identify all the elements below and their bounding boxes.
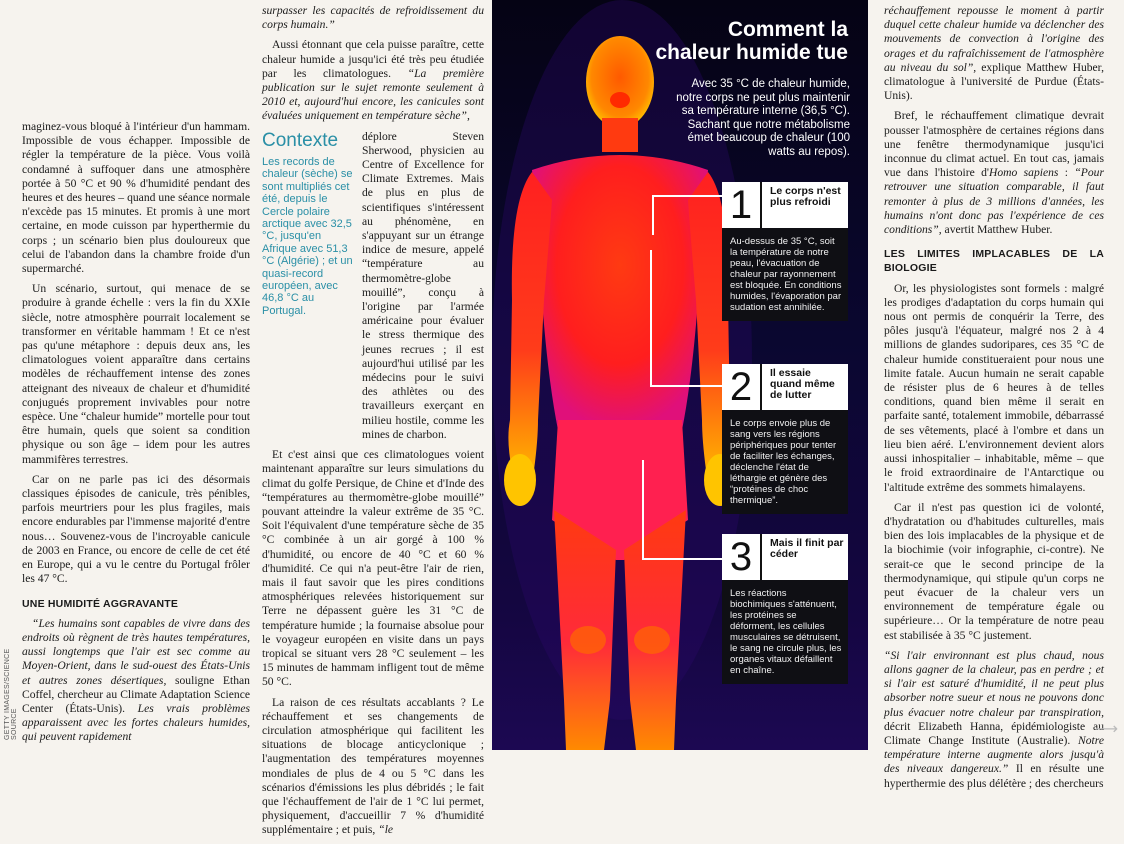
context-text: Les records de chaleur (sèche) se sont multipliés cet été, depuis le Cercle polaire arctique avec 32,5 °C, jusqu'en Afrique avec 51,3 °C (Algérie) ; et un quasi-record européen, avec 46,8 °C au Portugal. bbox=[262, 156, 353, 317]
quote: Les vrais problèmes apparaissent avec les fortes chaleurs humides, qui peuvent rapidement bbox=[22, 701, 250, 744]
step-number: 3 bbox=[722, 534, 760, 580]
quote: “Si l'air environnant est plus chaud, nous allons gagner de la chaleur, pas en perdre ; et si l'air est saturé d'humidité, il ne peut plus absorber notre sueur et nous ne pouvons donc plus évacuer notre chaleur par transpiration, bbox=[884, 648, 1104, 719]
text: Il en résulte une hyperthermie des plus délétère ; des chercheurs bbox=[884, 762, 1104, 790]
quote: “La première publication sur le sujet remonte seulement à 2010 et, aujourd'hui encore, les canicules sont évaluées uniquement en température sèche”, bbox=[262, 66, 484, 123]
photo-credit: GETTY IMAGES/SCIENCE SOURCE bbox=[4, 648, 18, 740]
step-text: Au-dessus de 35 °C, soit la température de notre peau, l'évacuation de chaleur par rayonnement est bloquée. En conditions humides, l'évaporation par sudation est annihilée. bbox=[722, 228, 848, 321]
quote: “Les humains sont capables de vivre dans des endroits où règnent de très hautes températures, aussi longtemps que l'air est sec comme au Moyen-Orient, dans le sud-ouest des États-Unis et autres zones désertiques, bbox=[22, 616, 250, 687]
paragraph: Car il n'est pas question ici de volonté, d'hydratation ou d'habitudes culturelles, mais bien des lois implacables de la physique et de la biochimie (voir infographie, ci-contre). Ne serait-ce que le second principe de la thermodynamique, qui stipule qu'un corps ne peut évacuer de la chaleur vers un environnement de température égale ou supérieure… Or la température de notre peau est stabilisée à 35 °C justement. bbox=[884, 500, 1104, 642]
article-column-1 bbox=[22, 120, 250, 751]
leader-line bbox=[650, 385, 722, 387]
section-heading: LES LIMITES IMPLACABLES DE LA BIOLOGIE bbox=[884, 248, 1104, 275]
context-box bbox=[262, 130, 358, 317]
step-1-box bbox=[722, 182, 848, 321]
infographic-title: Comment la chaleur humide tue bbox=[655, 18, 848, 64]
infographic-intro: Avec 35 °C de chaleur humide, notre corps ne peut plus maintenir sa température interne (36,5 °C). Sachant que notre métabolisme émet beaucoup de chaleur (100 watts au repos). bbox=[676, 78, 850, 158]
paragraph bbox=[884, 4, 1104, 103]
article-column-3 bbox=[884, 4, 1104, 797]
leader-line bbox=[642, 558, 722, 560]
leader-line bbox=[652, 195, 722, 197]
paragraph: Car on ne parle pas ici des désormais classiques épisodes de canicule, très pénibles, parfois meurtriers pour les plus fragiles, mais encore endurables par l'immense majorité d'entre nous… Souvenez-vous de l'incroyable canicule de 2003 en France, ou encore de celle de cet été en Europe, qui a vu le centre du Portugal frôler les 47 °C. bbox=[22, 472, 250, 586]
step-3-box bbox=[722, 534, 848, 684]
attribution: décrit Elizabeth Hanna, épidémiologiste au Climate Change Institute (Australie). bbox=[884, 719, 1104, 747]
text: : bbox=[1058, 166, 1075, 180]
paragraph: déplore Steven Sherwood, physicien au Centre of Excellence for Climate Extremes. Mais de plus en plus de scientifiques s'intéressent au phénomène, en s'appuyant sur un étrange indice de mesure, appelé “température au thermomètre-globe mouillé”, conçu à l'origine par l'armée américaine pour évaluer le stress thermique des jeunes recrues ; il est aujourd'hui utilisé par les médecins pour le suivi des athlètes ou des travailleurs exerçant en milieu hostile, comme les mines de charbon. bbox=[362, 129, 484, 441]
step-2-box bbox=[722, 364, 848, 514]
quote: réchauffement repousse le moment à partir duquel cette chaleur humide va déclencher des mouvements de convection à l'origine des orages et du rafraîchissement de l'atmosphère au niveau du sol”, bbox=[884, 4, 1104, 74]
quote: surpasser les capacités de refroidissement du corps humain.” bbox=[262, 4, 484, 32]
quote: Notre température interne augmente alors jusqu'à des niveaux dangereux.” bbox=[884, 733, 1104, 776]
attribution: explique Matthew Huber, climatologue à l'université de Purdue (États-Unis). bbox=[884, 60, 1104, 103]
step-number: 2 bbox=[722, 364, 760, 410]
step-label: Le corps n'est plus refroidi bbox=[760, 182, 848, 228]
text: Bref, le réchauffement climatique devrait pousser l'atmosphère de certaines régions dans une fenêtre thermodynamique jusqu'ici inconnue du climat actuel. En tout cas, jamais vue dans l'histoire d' bbox=[884, 109, 1104, 180]
paragraph bbox=[262, 696, 484, 838]
attribution: avertit Matthew Huber. bbox=[941, 223, 1053, 237]
text: La raison de ces résultats accablants ? Le réchauffement et ses changements de circulation atmosphérique qui facilitent les situations de blocage anticyclonique ; l'augmentation des températures moyennes mondiales de plus de 4 ou 5 °C dans les scénarios d'émissions les plus débridés ; le fait que l'échauffement de l'air de 1 °C lui permet, physiquement, d'accueillir 7 % d'humidité supplémentaire ; et puis, bbox=[262, 695, 484, 837]
step-number: 1 bbox=[722, 182, 760, 228]
quote: “Pour retrouver une situation comparable, il faut remonter à plus de 3 millions d'années, les humains n'ont donc pas l'expérience de ces conditions”, bbox=[884, 166, 1104, 237]
step-label: Mais il finit par céder bbox=[760, 534, 848, 580]
context-title: Contexte bbox=[262, 130, 339, 151]
leader-line bbox=[652, 195, 654, 235]
paragraph: Et c'est ainsi que ces climatologues voient maintenant apparaître sur leurs simulations du climat du golfe Persique, de Chine et d'Inde des “températures au thermomètre-globe mouillé” pouvant atteindre la valeur extrême de 35 °C. Soit l'équivalent d'une température sèche de 35 °C combinée à un air gorgé à 100 % d'humidité, ou encore de 40 °C et 60 % d'humidité. Ce qui n'a peut-être l'air de rien, mais il faut savoir que les pires conditions atmosphériques relevées historiquement sur Terre ne dépassent guère les 31 °C de température humide ; la fournaise absolue pour le voyageur européen en visite dans un pays tropical se situant vers 28 °C seulement – les 15 minutes de hammam infligent tout de même 50 °C. bbox=[262, 448, 484, 689]
paragraph bbox=[22, 617, 250, 745]
step-text: Les réactions biochimiques s'atténuent, les protéines se déforment, les cellules musculaires se détruisent, le sang ne circule plus, les organes vitaux défaillent en chaîne. bbox=[722, 580, 848, 684]
paragraph bbox=[884, 649, 1104, 791]
paragraph: maginez-vous bloqué à l'intérieur d'un hammam. Impossible de vous échapper. Impossible de régler la température de la pièce. Vous voilà condamné à suffoquer dans une atmosphère portée à 50 °C et 90 % d'humidité pendant des heures et des heures – quand une séance normale n'excède pas 15 minutes. Et promis à une mort certaine, en mode cuisson par hyperthermie du corps ; un scénario bien plus douloureux que celui de l'abandon dans la chambre froide d'un supermarché. bbox=[22, 120, 250, 276]
quote: “le bbox=[375, 823, 394, 837]
arrow-right-icon[interactable]: ⟶ bbox=[1095, 719, 1118, 738]
section-heading: UNE HUMIDITÉ AGGRAVANTE bbox=[22, 597, 179, 610]
paragraph bbox=[262, 38, 484, 123]
step-text: Le corps envoie plus de sang vers les régions périphériques pour tenter de faciliter les échanges, déclenche l'état de léthargie et génère des “protéines de choc thermique”. bbox=[722, 410, 848, 514]
thermal-infographic bbox=[492, 0, 868, 750]
leader-line bbox=[642, 460, 644, 560]
step-label: Il essaie quand même de lutter bbox=[760, 364, 848, 410]
leader-line bbox=[650, 250, 652, 385]
attribution: souligne Ethan Coffel, chercheur au Climate Adaptation Science Center (États-Unis). bbox=[22, 673, 250, 715]
paragraph: Or, les physiologistes sont formels : malgré les prodiges d'adaptation du corps humain qui nous ont permis de conquérir la Terre, des pôles jusqu'à l'équateur, malgré nos 2 à 4 millions de glandes sudoripares, ces 35 °C de chaleur humide constitueraient pour nous une limite fatale. Aucun humain ne serait capable de résister plus de 6 heures à de telles conditions, quand bien même il serait en parfaite santé, totalement immobile, débarrassé de ses vêtements, placé à l'ombre et dans un lieu bien aéré. L'environnement devient alors aussi inhospitalier – inhabitable, même – que le froid extraordinaire de l'Antarctique ou l'altitude extrême des sommets himalayens. bbox=[884, 281, 1104, 494]
species-name: Homo sapiens bbox=[988, 166, 1059, 180]
text: Aussi étonnant que cela puisse paraître, cette chaleur humide a jusqu'ici été très peu étudiée par les climatologues. bbox=[262, 38, 484, 80]
paragraph: Un scénario, surtout, qui menace de se produire à grande échelle : vers la fin du XXIe siècle, notre atmosphère pourrait localement se transformer en véritable hammam ! Et ce n'est pas qu'une métaphore : depuis deux ans, les climatologues voient apparaître dans certains modèles de réchauffement intense des zones atteignant des niveaux de chaleur et d'humidité conjugués proprement invivables pour notre espèce. Une “chaleur humide” mortelle pour tout être humain, quels que soient sa condition physique ou son âge – idem pour les autres mammifères terrestres. bbox=[22, 282, 250, 466]
paragraph bbox=[884, 109, 1104, 237]
